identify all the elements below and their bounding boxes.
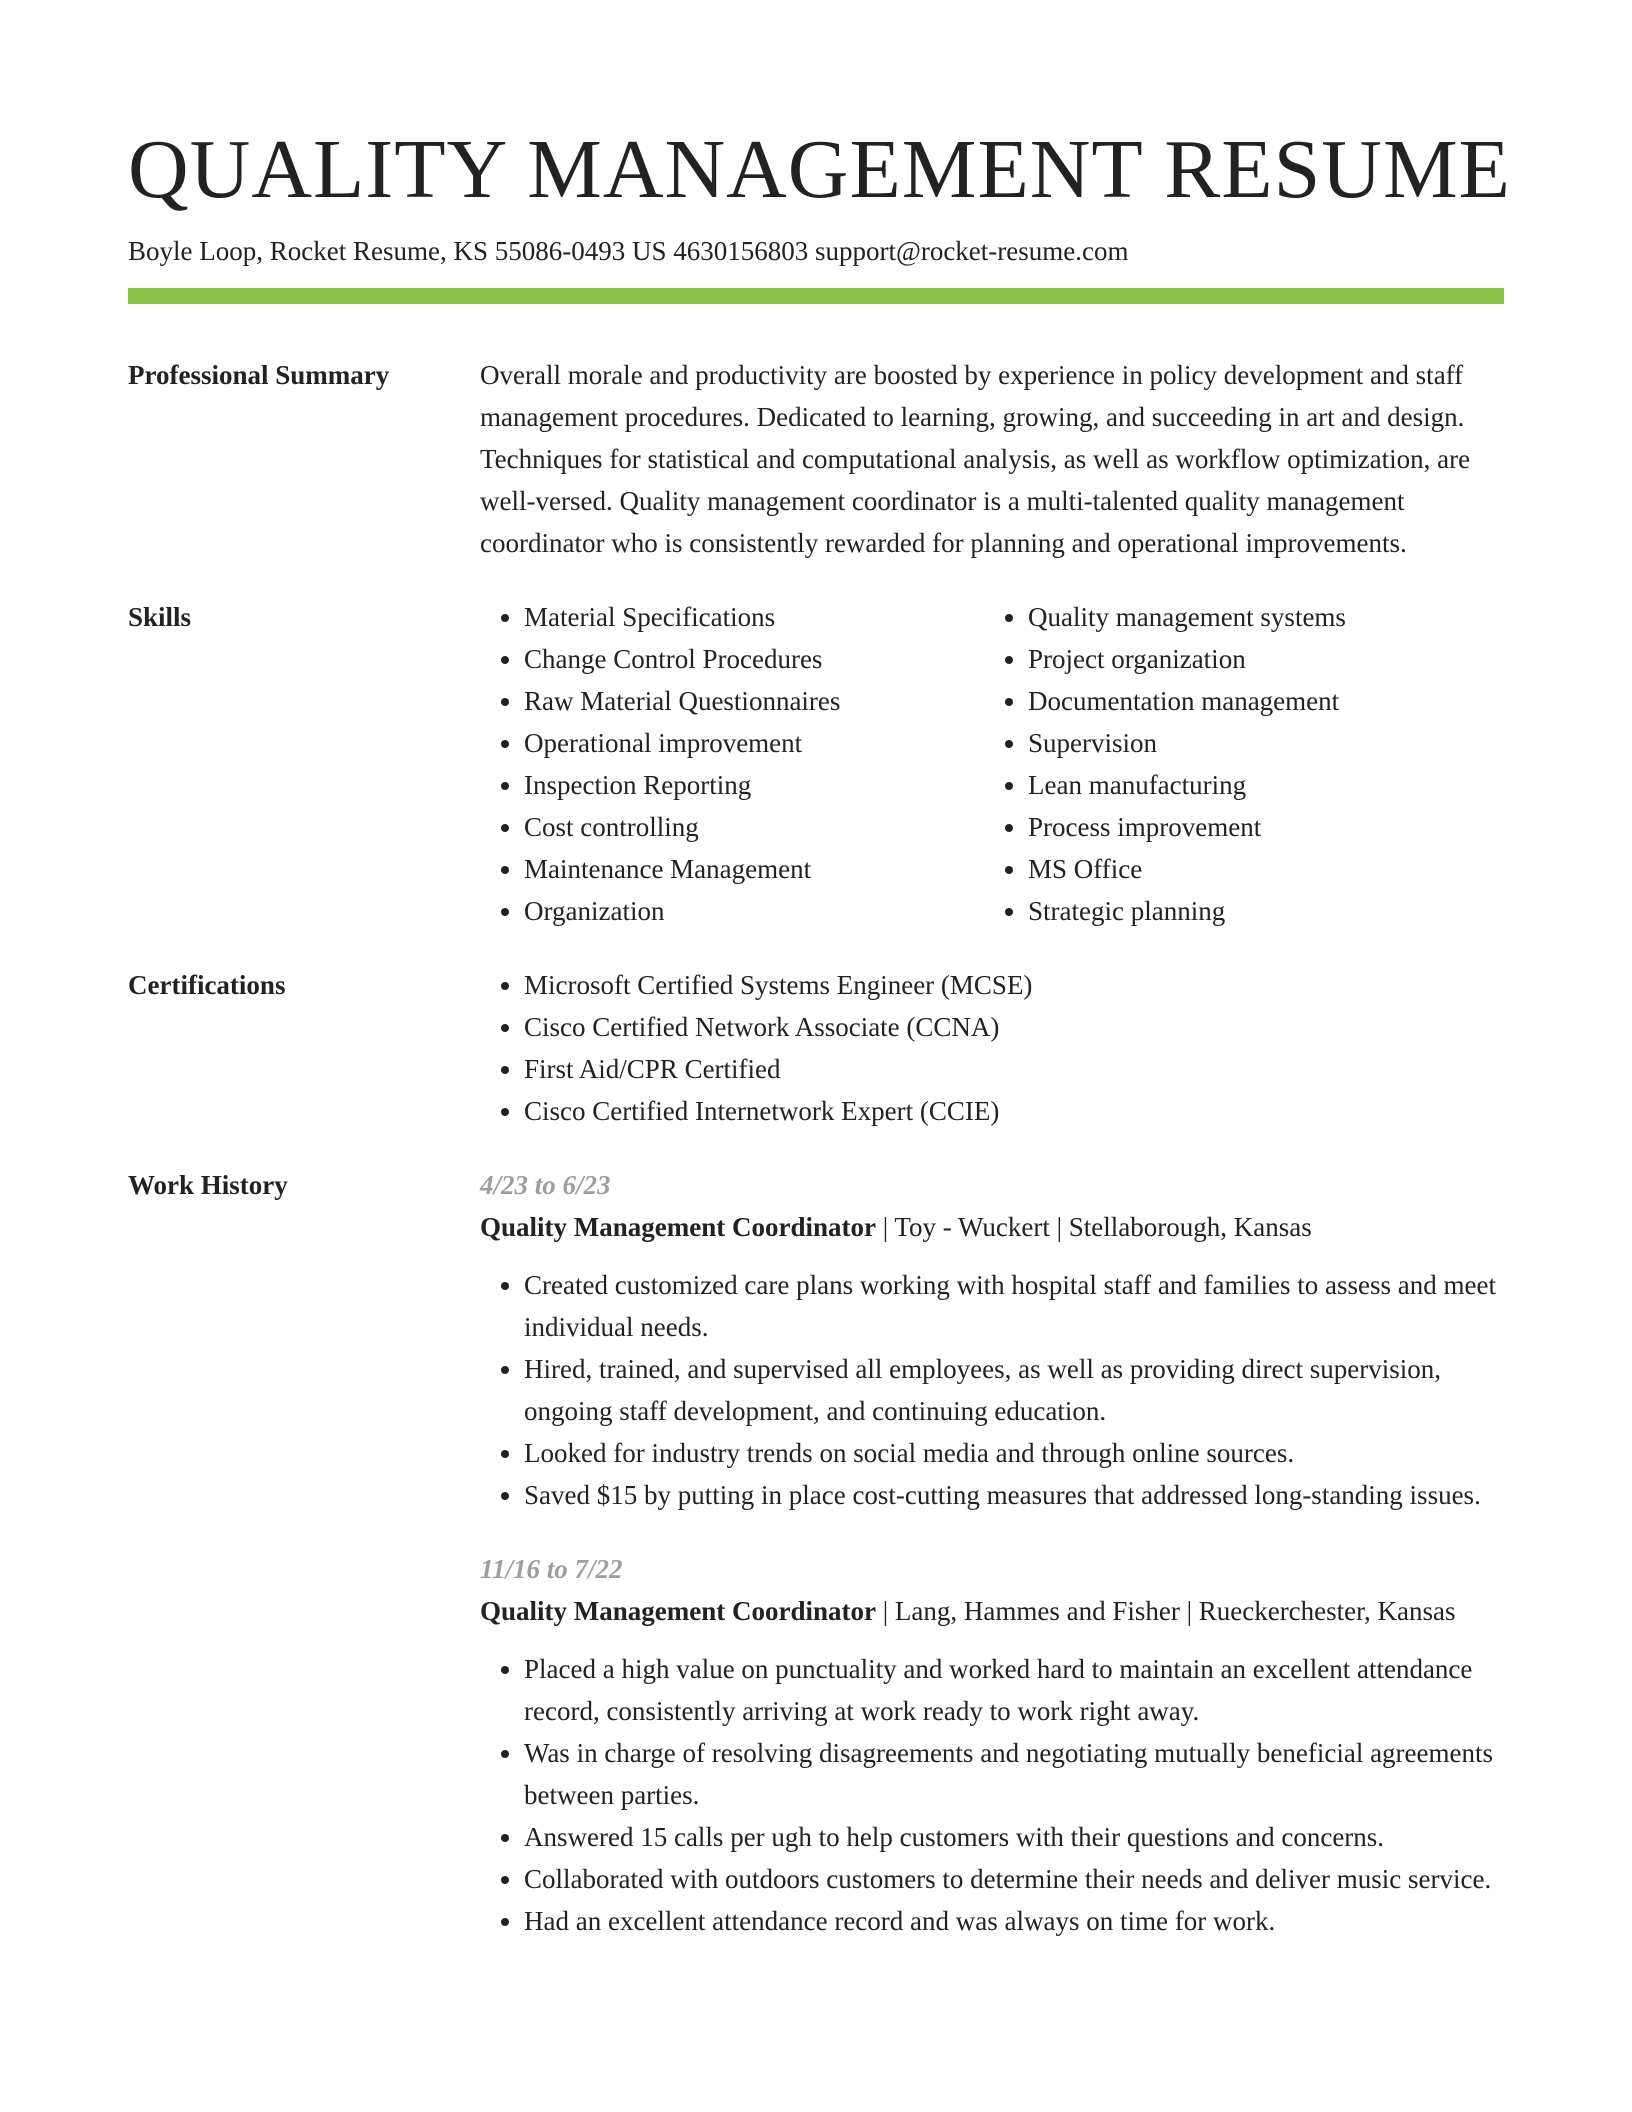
- job-heading: [480, 1206, 1504, 1248]
- skill-item: • Cost controlling: [524, 806, 984, 848]
- accent-divider: [128, 288, 1504, 304]
- skill-item: • Operational improvement: [524, 722, 984, 764]
- job-bullet: • Saved $15 by putting in place cost-cutting measures that addressed long-standing issues.: [524, 1474, 1504, 1516]
- skill-item: • Process improvement: [1028, 806, 1548, 848]
- job-bullet: • Placed a high value on punctuality and worked hard to maintain an excellent attendance record, consistently arriving at work ready to work right away.: [524, 1648, 1504, 1732]
- job-dates: 11/16 to 7/22: [480, 1554, 623, 1584]
- job-entry: [480, 1548, 1504, 1942]
- work-history-section: [128, 1164, 1504, 1942]
- job-heading: [480, 1590, 1504, 1632]
- skill-item: • MS Office: [1028, 848, 1548, 890]
- job-bullet: • Was in charge of resolving disagreements and negotiating mutually beneficial agreements between parties.: [524, 1732, 1504, 1816]
- job-entry: [480, 1164, 1504, 1516]
- skills-column-right: [984, 596, 1548, 932]
- certifications-section: [128, 964, 1504, 1132]
- certifications-list: [480, 964, 1504, 1132]
- resume-page: [128, 120, 1511, 1942]
- summary-section: [128, 354, 1504, 564]
- certification-item: • Microsoft Certified Systems Engineer (MCSE): [524, 964, 1504, 1006]
- resume-title: QUALITY MANAGEMENT RESUME: [128, 123, 1511, 216]
- skill-item: • Quality management systems: [1028, 596, 1548, 638]
- job-bullet: • Collaborated with outdoors customers to determine their needs and deliver music service.: [524, 1858, 1504, 1900]
- skill-item: • Strategic planning: [1028, 890, 1548, 932]
- skills-column-left: [480, 596, 984, 932]
- contact-line: Boyle Loop, Rocket Resume, KS 55086-0493 US 4630156803 support@rocket-resume.com: [128, 236, 1129, 266]
- job-dates: 4/23 to 6/23: [480, 1170, 611, 1200]
- job-bullet: • Hired, trained, and supervised all employees, as well as providing direct supervision, ongoing staff development, and continuing education.: [524, 1348, 1504, 1432]
- job-employer-location: | Lang, Hammes and Fisher | Rueckerchester, Kansas: [875, 1596, 1456, 1626]
- job-bullet: • Answered 15 calls per ugh to help customers with their questions and concerns.: [524, 1816, 1504, 1858]
- certification-item: • Cisco Certified Network Associate (CCNA): [524, 1006, 1504, 1048]
- skill-item: • Project organization: [1028, 638, 1548, 680]
- skill-item: • Material Specifications: [524, 596, 984, 638]
- skill-item: • Inspection Reporting: [524, 764, 984, 806]
- job-employer-location: | Toy - Wuckert | Stellaborough, Kansas: [875, 1212, 1312, 1242]
- job-bullet: • Created customized care plans working with hospital staff and families to assess and meet individual needs.: [524, 1264, 1504, 1348]
- summary-text: Overall morale and productivity are boosted by experience in policy development and staff management procedures. Dedicated to learning, growing, and succeeding in art and design. Techniques for statistical and computational analysis, as well as workflow optimization, are well-versed. Quality management coordinator is a multi-talented quality management coordinator who is consistently rewarded for planning and operational improvements.: [480, 360, 1471, 558]
- job-bullets: [480, 1264, 1504, 1516]
- job-title: Quality Management Coordinator: [480, 1596, 876, 1626]
- skill-item: • Raw Material Questionnaires: [524, 680, 984, 722]
- skills-list: [480, 596, 1548, 932]
- skill-item: • Change Control Procedures: [524, 638, 984, 680]
- certification-item: • Cisco Certified Internetwork Expert (CCIE): [524, 1090, 1504, 1132]
- work-history-heading: Work History: [128, 1170, 288, 1200]
- certifications-heading: Certifications: [128, 970, 286, 1000]
- skill-item: • Lean manufacturing: [1028, 764, 1548, 806]
- job-title: Quality Management Coordinator: [480, 1212, 876, 1242]
- job-bullet: • Had an excellent attendance record and was always on time for work.: [524, 1900, 1504, 1942]
- skill-item: • Documentation management: [1028, 680, 1548, 722]
- skill-item: • Supervision: [1028, 722, 1548, 764]
- job-bullets: [480, 1648, 1504, 1942]
- summary-heading: Professional Summary: [128, 360, 390, 390]
- job-bullet: • Looked for industry trends on social media and through online sources.: [524, 1432, 1504, 1474]
- skills-section: [128, 596, 1504, 932]
- skills-heading: Skills: [128, 602, 192, 632]
- skill-item: • Maintenance Management: [524, 848, 984, 890]
- certification-item: • First Aid/CPR Certified: [524, 1048, 1504, 1090]
- skill-item: • Organization: [524, 890, 984, 932]
- work-history-list: [480, 1164, 1504, 1942]
